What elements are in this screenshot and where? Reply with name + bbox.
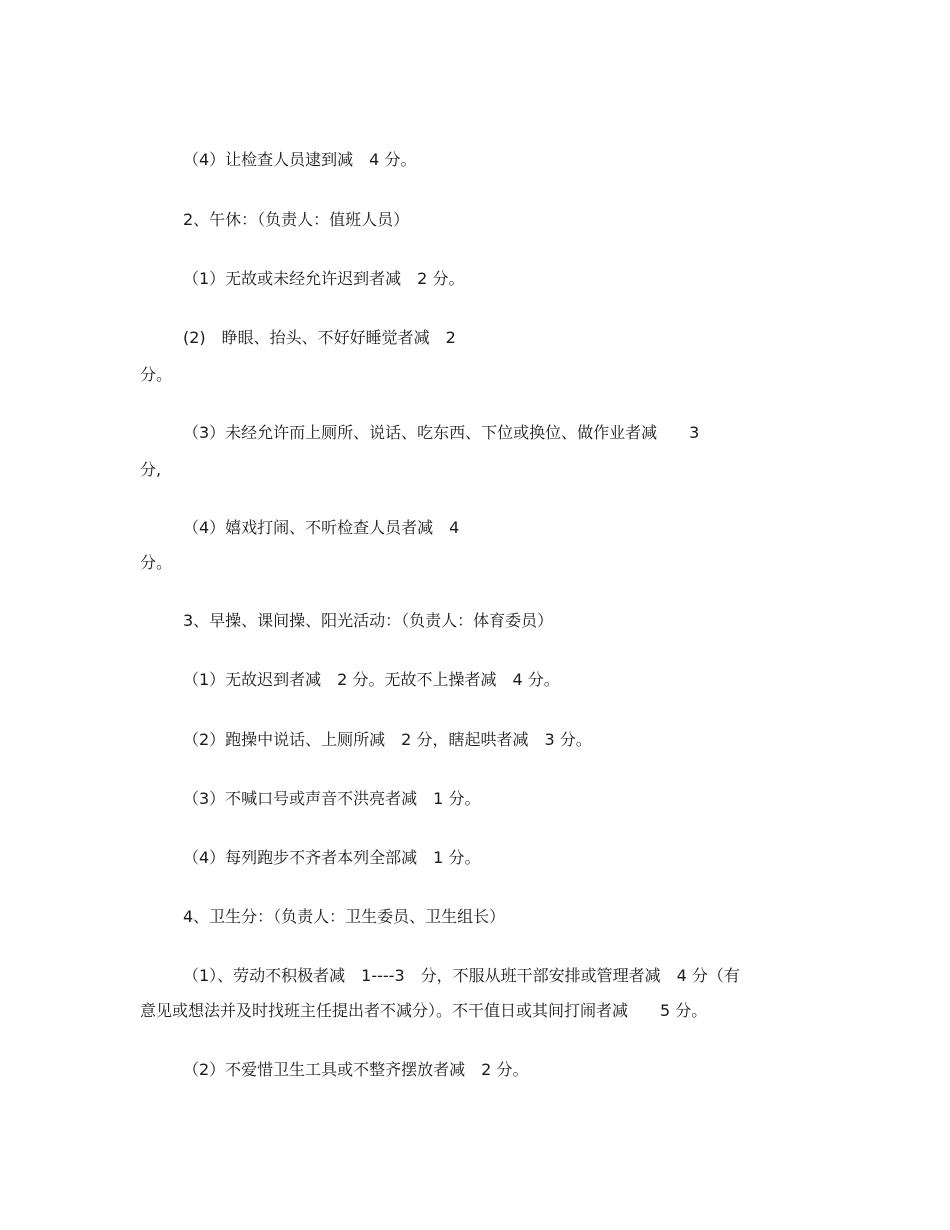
text-line: 意见或想法并及时找班主任提出者不减分）。不干值日或其间打闹者减 5 分。 <box>140 1001 708 1020</box>
section-heading: 4、卫生分：（负责人：卫生委员、卫生组长） <box>183 907 506 926</box>
text-line: （2）跑操中说话、上厕所减 2 分，瞎起哄者减 3 分。 <box>183 730 592 749</box>
text-line: （1）无故或未经允许迟到者减 2 分。 <box>183 269 465 288</box>
section-heading: 3、早操、课间操、阳光活动：（负责人：体育委员） <box>183 611 554 630</box>
text-line: 分, <box>140 460 162 479</box>
text-line: （4）让检查人员逮到减 4 分。 <box>183 150 417 169</box>
text-line: （4）每列跑步不齐者本列全部减 1 分。 <box>183 848 481 867</box>
section-heading: 2、午休：（负责人：值班人员） <box>183 210 410 229</box>
text-line: （1）无故迟到者减 2 分。无故不上操者减 4 分。 <box>183 670 560 689</box>
text-line: （2）不爱惜卫生工具或不整齐摆放者减 2 分。 <box>183 1060 529 1079</box>
text-line: 分。 <box>140 365 173 384</box>
text-line: （1）、劳动不积极者减 1----3 分，不服从班干部安排或管理者减 4 分（有 <box>183 966 740 985</box>
text-line: （3）未经允许而上厕所、说话、吃东西、下位或换位、做作业者减 3 <box>183 423 700 442</box>
text-line: （3）不喊口号或声音不洪亮者减 1 分。 <box>183 789 481 808</box>
text-line: 分。 <box>140 553 173 572</box>
text-line: （4）嬉戏打闹、不听检查人员者减 4 <box>183 518 460 537</box>
text-line: (2) 睁眼、抬头、不好好睡觉者减 2 <box>183 328 456 347</box>
